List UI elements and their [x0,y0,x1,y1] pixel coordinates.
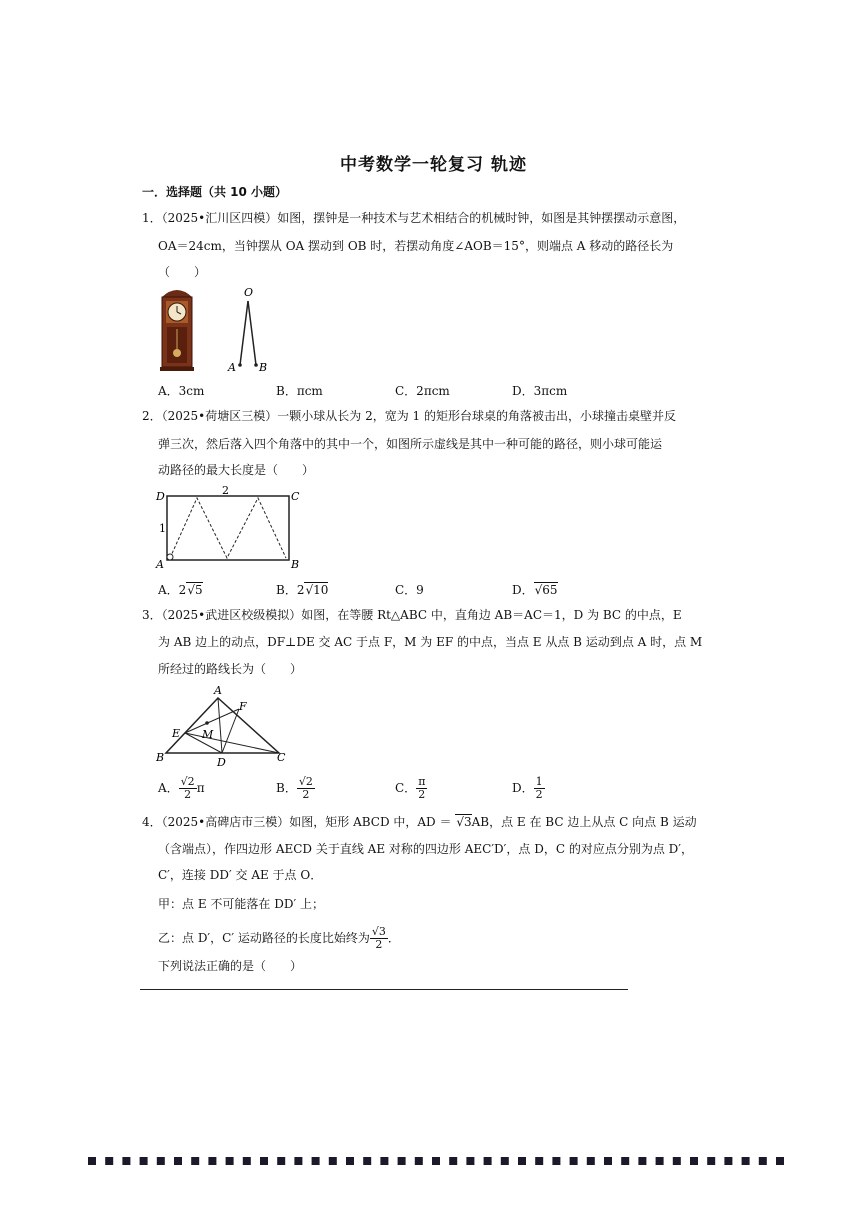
q2-option-a: A．2√5 [158,583,203,597]
footer-dot [88,1157,96,1165]
q3-label-b: B [156,751,165,764]
q3-label-a: A [214,684,222,697]
footer-dot [191,1157,199,1165]
footer-dot [656,1157,664,1165]
footer-dot [226,1157,234,1165]
footer-dot [724,1157,732,1165]
q2-option-c: C．9 [395,583,424,597]
q1-option-a: A．3cm [158,384,205,398]
footer-dot [174,1157,182,1165]
footer-dot [260,1157,268,1165]
footer-dot [398,1157,406,1165]
q2-option-d: D．√65 [512,583,558,597]
footer-dot [776,1157,784,1165]
q2-label-width: 1 [159,522,166,535]
footer-dot [157,1157,165,1165]
q1-label-a: A [228,361,236,374]
footer-dot [552,1157,560,1165]
q1-option-d: D．3πcm [512,384,568,398]
q3-option-b: B． $\frac{√2}{2}$ [276,775,313,801]
q2-figure [152,484,312,574]
footer-dot [122,1157,130,1165]
footer-dot [329,1157,337,1165]
q1-line-3: （ ） [158,265,207,279]
footer-dot [742,1157,750,1165]
q2-line-2: 弹三次，然后落入四个角落中的其中一个，如图所示虚线是其中一种可能的路径，则小球可能运 [158,437,663,451]
footer-dot [277,1157,285,1165]
footer-dot [535,1157,543,1165]
footer-dot [208,1157,216,1165]
q3-label-e: E [172,727,181,740]
q4-line-6: 下列说法正确的是（ ） [158,959,303,973]
q3-option-a: A． $\frac{√2}{2}$ π [158,775,205,801]
q3-label-m: M [202,728,214,741]
pendulum-clock-icon [160,290,194,371]
q2-label-a: A [156,558,164,571]
q3-line-3: 所经过的路线长为（ ） [158,662,303,676]
q1-line-1: 1．（2025•汇川区四模）如图，摆钟是一种技术与艺术相结合的机械时钟，如图是其钟摆摆动示意图， [142,211,686,225]
footer-dot [294,1157,302,1165]
q2-label-length: 2 [222,484,229,497]
q2-option-b: B．2√10 [276,583,329,597]
q1-label-o: O [244,286,254,299]
q1-option-b: B．πcm [276,384,323,398]
q3-label-d: D [217,756,226,769]
footer-rule [140,989,628,990]
q1-option-c: C．2πcm [395,384,450,398]
q1-label-b: B [259,361,268,374]
footer-dot [484,1157,492,1165]
q3-label-c: C [277,751,286,764]
footer-dot [570,1157,578,1165]
q2-label-c: C [291,490,300,503]
footer-dot [415,1157,423,1165]
q2-line-1: 2．（2025•荷塘区三模）一颗小球从长为 2，宽为 1 的矩形台球桌的角落被击出，小球撞击桌壁并反 [142,409,676,423]
footer-dot-border [88,1155,784,1167]
q3-line-1: 3．（2025•武进区校级模拟）如图，在等腰 Rt△ABC 中，直角边 AB＝AC＝1，D 为 BC 的中点，E [142,608,682,622]
q3-line-2: 为 AB 边上的动点，DF⊥DE 交 AC 于点 F，M 为 EF 的中点，当点 E 从点 B 运动到点 A 时，点 M [158,635,703,649]
section-heading: 一．选择题（共 10 小题） [142,185,288,199]
footer-dot [707,1157,715,1165]
q4-line-4: 甲：点 E 不可能落在 DD′ 上； [158,897,324,911]
q2-label-d: D [156,490,165,503]
q1-line-2: OA＝24cm，当钟摆从 OA 摆动到 OB 时，若摆动角度∠AOB＝15°，则端点 A 移动的路径长为 [158,239,674,253]
footer-dot [587,1157,595,1165]
q2-label-b: B [291,558,300,571]
footer-dot [673,1157,681,1165]
footer-dot [432,1157,440,1165]
footer-dot [380,1157,388,1165]
footer-dot [621,1157,629,1165]
footer-dot [105,1157,113,1165]
q4-line-5: 乙：点 D′，C′ 运动路径的长度比始终为 $\frac{√3}{2}$ ． [158,925,400,951]
footer-dot [501,1157,509,1165]
footer-dot [466,1157,474,1165]
q2-line-3: 动路径的最大长度是（ ） [158,463,315,477]
footer-dot [604,1157,612,1165]
footer-dot [243,1157,251,1165]
page-title: 中考数学一轮复习 轨迹 [340,155,527,175]
footer-dot [346,1157,354,1165]
footer-dot [518,1157,526,1165]
q3-label-f: F [239,700,247,713]
q3-figure [154,682,294,772]
q4-line-1: 4．（2025•高碑店市三模）如图，矩形 ABCD 中，AD ＝ √3AB，点 E 在 BC 边上从点 C 向点 B 运动 [142,815,697,829]
q1-figure [158,285,278,377]
footer-dot [363,1157,371,1165]
footer-dot [312,1157,320,1165]
q3-option-c: C． $\frac{\pi}{2}$ [395,775,426,801]
q4-line-3: C′，连接 DD′ 交 AE 于点 O． [158,868,323,882]
footer-dot [638,1157,646,1165]
footer-dot [449,1157,457,1165]
q4-line-2: （含端点），作四边形 AECD 关于直线 AE 对称的四边形 AEC′D′，点 D，C 的对应点分别为点 D′， [158,842,693,856]
q3-option-d: D． $\frac{1}{2}$ [512,775,543,801]
footer-dot [759,1157,767,1165]
footer-dot [690,1157,698,1165]
footer-dot [140,1157,148,1165]
